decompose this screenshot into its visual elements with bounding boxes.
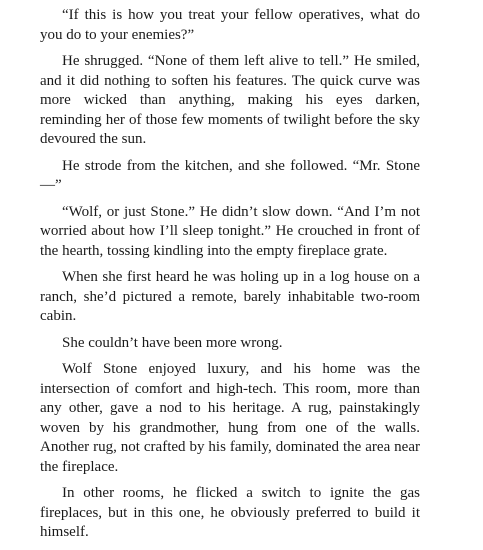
paragraph-2: He shrugged. “None of them left alive to tell.” He smiled, and it did nothing to soften his features. The quick curve was more wicked than anything, making his eyes darken, reminding her of those few moments of twilight before the sky devoured the sun. — [40, 53, 420, 147]
paragraph-8: In other rooms, he flicked a switch to ignite the gas fireplaces, but in this one, he obviously preferred to build it himself. — [40, 485, 420, 540]
paragraph-6: She couldn’t have been more wrong. — [62, 334, 283, 351]
paragraph-7: Wolf Stone enjoyed luxury, and his home was the intersection of comfort and high-tech. This room, more than any other, gave a nod to his heritage. A rug, painstakingly woven by his grandmother, hung from one of the walls. Another rug, not crafted by his family, dominated the area near the fireplace. — [40, 361, 420, 475]
paragraph-5: When she first heard he was holing up in a log house on a ranch, she’d pictured a remote, barely inhabitable two-room cabin. — [40, 269, 420, 324]
paragraph-1: “If this is how you treat your fellow operatives, what do you do to your enemies?” — [40, 7, 420, 43]
paragraph-3: He strode from the kitchen, and she followed. “Mr. Stone —” — [40, 157, 420, 193]
book-page — [40, 6, 420, 550]
paragraph-4: “Wolf, or just Stone.” He didn’t slow down. “And I’m not worried about how I’ll sleep tonight.” He crouched in front of the hearth, tossing kindling into the empty fireplace grate. — [40, 203, 420, 259]
